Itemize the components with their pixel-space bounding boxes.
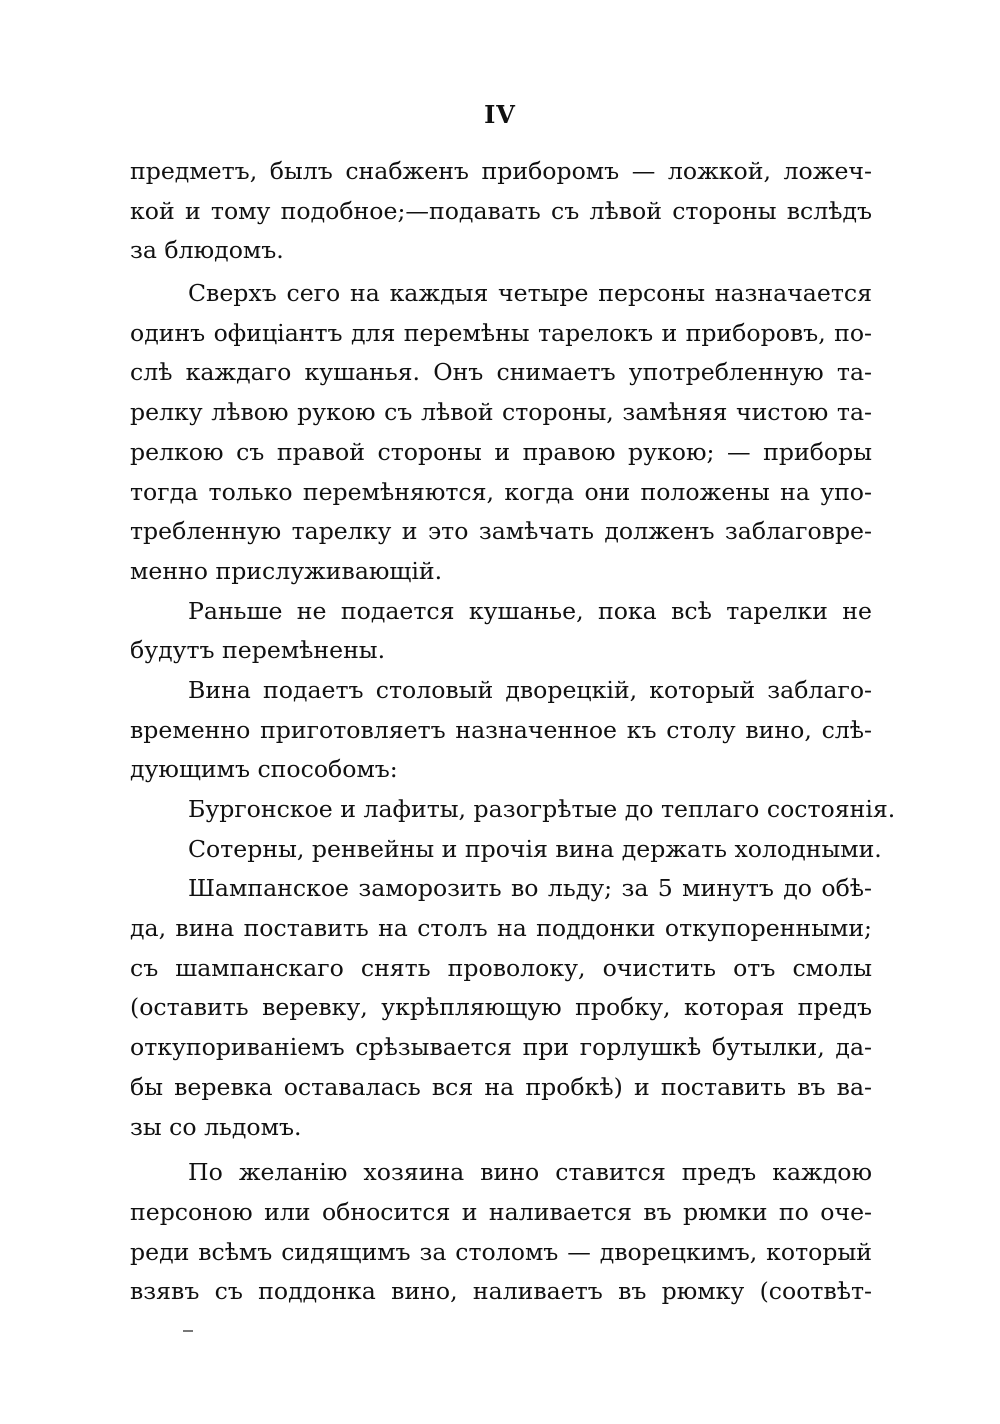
text-line: откупориваніемъ срѣзывается при горлушкѣ бутылки, да- — [130, 1033, 872, 1062]
text-line: релку лѣвою рукою съ лѣвой стороны, замѣняя чистою та- — [130, 398, 872, 427]
print-mark — [183, 1330, 193, 1332]
page-number: IV — [484, 100, 516, 129]
text-line: зы со льдомъ. — [130, 1112, 302, 1141]
text-line: Шампанское заморозить во льду; за 5 минутъ до обѣ- — [188, 874, 872, 903]
text-line: взявъ съ поддонка вино, наливаетъ въ рюмку (соотвѣт- — [130, 1277, 872, 1306]
text-line: (оставить веревку, укрѣпляющую пробку, которая предъ — [130, 993, 872, 1022]
text-line: релкою съ правой стороны и правою рукою; — приборы — [130, 437, 872, 466]
text-line: временно приготовляетъ назначенное къ столу вино, слѣ- — [130, 715, 872, 744]
text-line: одинъ офиціантъ для перемѣны тарелокъ и приборовъ, по- — [130, 318, 872, 347]
text-line: Бургонское и лафиты, разогрѣтые до теплаго состоянія. — [188, 795, 896, 823]
text-line: дующимъ способомъ: — [130, 755, 398, 784]
text-line: слѣ каждаго кушанья. Онъ снимаетъ употребленную та- — [130, 358, 872, 387]
text-line: съ шампанскаго снять проволоку, очистить отъ смолы — [130, 953, 872, 982]
text-line: По желанію хозяина вино ставится предъ каждою — [188, 1158, 872, 1187]
text-line: Сверхъ сего на каждыя четыре персоны назначается — [188, 279, 872, 308]
text-line: за блюдомъ. — [130, 236, 284, 265]
text-line: Вина подаетъ столовый дворецкій, который заблаго- — [188, 675, 872, 704]
text-line: персоною или обносится и наливается въ рюмки по оче- — [130, 1197, 872, 1226]
body-text — [130, 152, 896, 1312]
text-line: реди всѣмъ сидящимъ за столомъ — дворецкимъ, который — [130, 1237, 872, 1266]
text-line: требленную тарелку и это замѣчать долженъ заблаговре- — [130, 517, 872, 546]
text-line: да, вина поставить на столъ на поддонки откупоренными; — [130, 914, 872, 943]
text-line: тогда только перемѣняются, когда они положены на упо- — [130, 477, 872, 506]
text-line: бы веревка оставалась вся на пробкѣ) и поставить въ ва- — [130, 1072, 872, 1101]
text-line: Сотерны, ренвейны и прочія вина держать холодными. — [188, 834, 882, 863]
text-line: кой и тому подобное;—подавать съ лѣвой стороны вслѣдъ — [130, 196, 872, 225]
text-line: предметъ, былъ снабженъ приборомъ — ложкой, ложеч- — [130, 157, 872, 185]
text-line: менно прислуживающій. — [130, 556, 443, 585]
text-line: Раньше не подается кушанье, пока всѣ тарелки не — [188, 596, 872, 625]
text-line: будутъ перемѣнены. — [130, 636, 386, 665]
